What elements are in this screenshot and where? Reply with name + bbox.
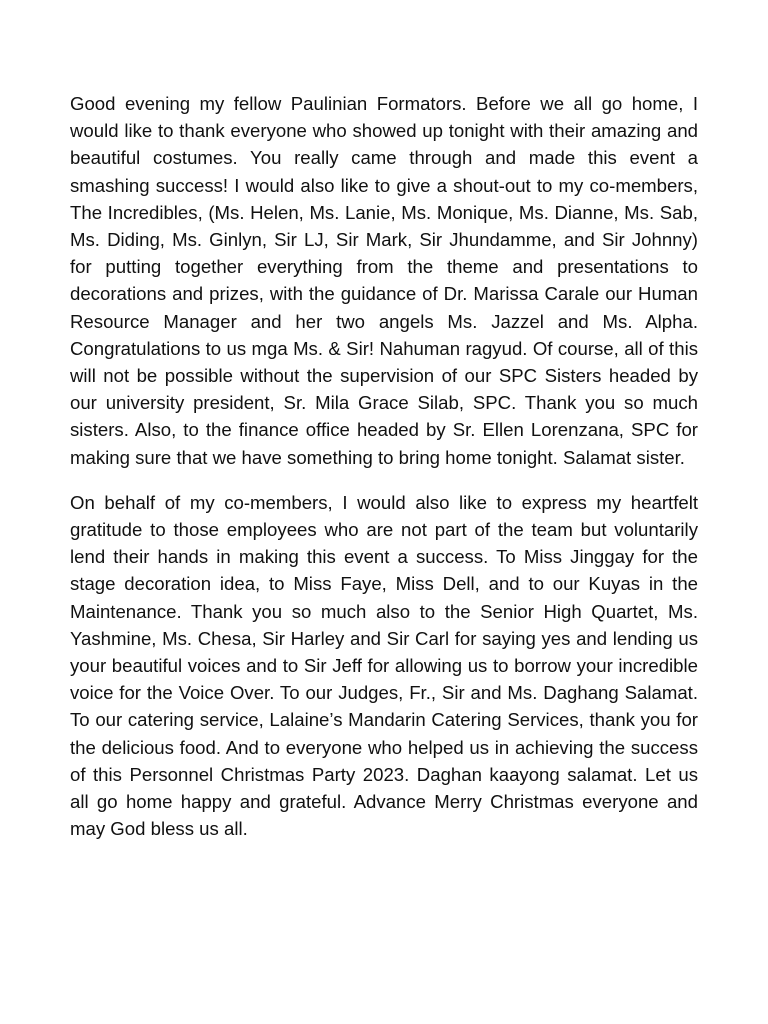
paragraph-gratitude: On behalf of my co-members, I would also like to express my heartfelt gratitude to those employees who are not part of the team but voluntarily lend their hands in making this event a success. To Miss Jinggay for the stage decoration idea, to Miss Faye, Miss Dell, and to our Kuyas in the Maintenance. Thank you so much also to the Senior High Quartet, Ms. Yashmine, Ms. Chesa, Sir Harley and Sir Carl for saying yes and lending us your beautiful voices and to Sir Jeff for allowing us to borrow your incredible voice for the Voice Over. To our Judges, Fr., Sir and Ms. Daghang Salamat. To our catering service, Lalaine’s Mandarin Catering Services, thank you for the delicious food. And to everyone who helped us in achieving the success of this Personnel Christmas Party 2023. Daghan kaayong salamat. Let us all go home happy and grateful. Advance Merry Christmas everyone and may God bless us all. [70, 491, 698, 840]
speech-document [70, 90, 698, 842]
paragraph-thanks: Good evening my fellow Paulinian Formators. Before we all go home, I would like to thank everyone who showed up tonight with their amazing and beautiful costumes. You really came through and made this event a smashing success! I would also like to give a shout-out to my co-members, The Incredibles, (Ms. Helen, Ms. Lanie, Ms. Monique, Ms. Dianne, Ms. Sab, Ms. Diding, Ms. Ginlyn, Sir LJ, Sir Mark, Sir Jhundamme, and Sir Johnny) for putting together everything from the theme and presentations to decorations and prizes, with the guidance of Dr. Marissa Carale our Human Resource Manager and her two angels Ms. Jazzel and Ms. Alpha. Congratulations to us mga Ms. & Sir! Nahuman ragyud. Of course, all of this will not be possible without the supervision of our SPC Sisters headed by our university president, Sr. Mila Grace Silab, SPC. Thank you so much sisters. Also, to the finance office headed by Sr. Ellen Lorenzana, SPC for making sure that we have something to bring home tonight. Salamat sister. [70, 93, 698, 468]
